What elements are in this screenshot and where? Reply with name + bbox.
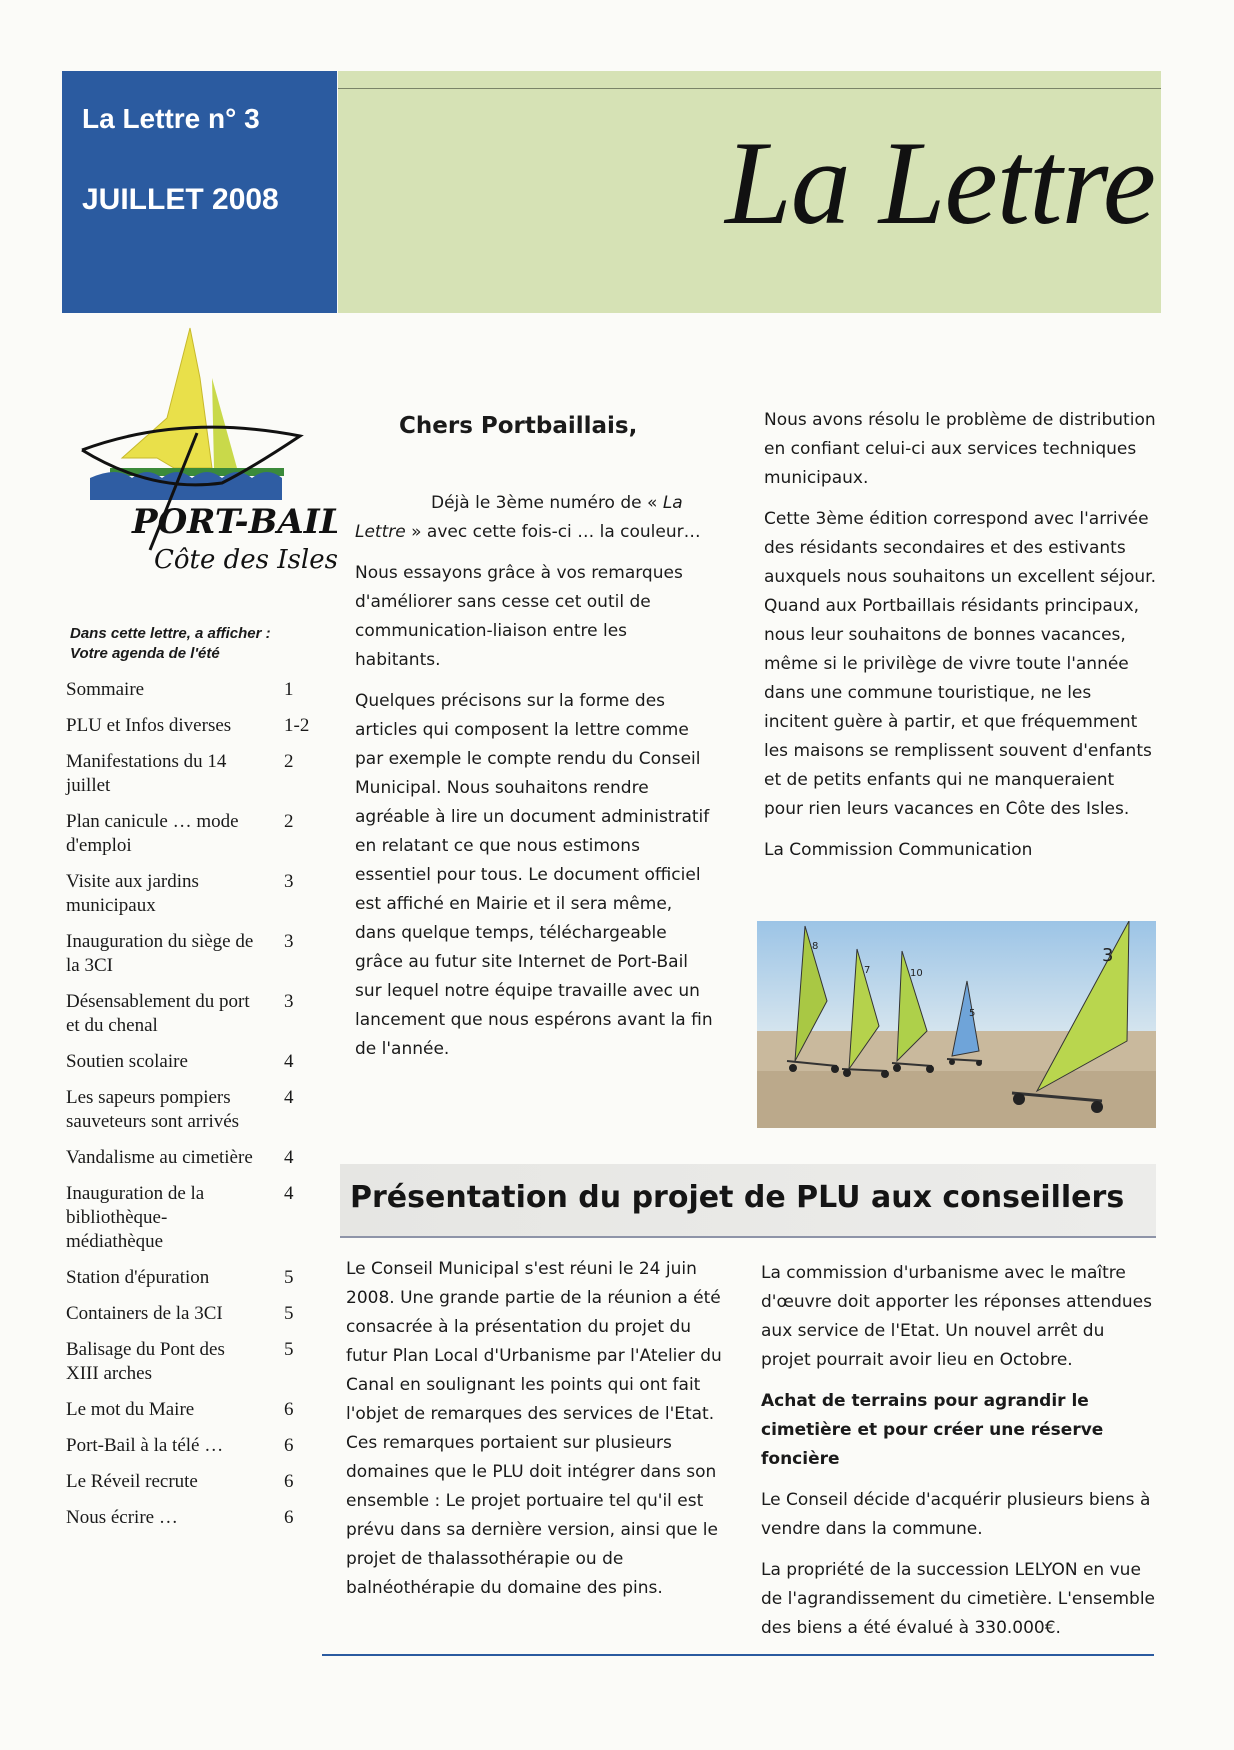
toc-item: Plan canicule … mode d'emploi 2: [66, 811, 294, 856]
toc-item: Le Réveil recrute 6: [66, 1471, 294, 1492]
masthead-issue-box: [62, 71, 337, 313]
editorial-paragraph: Quelques précisons sur la forme des articles qui composent la lettre comme par exemple le compte rendu du Conseil Municipal. Nous souhaitons rendre agréable à lire un document administratif en relatant ce que nous estimons essentiel pour tous. Le document officiel est affiché en Mairie et il sera même, dans quelque temps, téléchargeable grâce au futur site Internet de Port-Bail sur lequel notre équipe travaille avec un lancement que nous espérons avant la fin de l'année.: [355, 691, 713, 1059]
section-paragraph: La commission d'urbanisme avec le maître d'œuvre doit apporter les réponses attendues aux service de l'Etat. Un nouvel arrêt du projet pourrait avoir lieu en Octobre.: [761, 1263, 1152, 1370]
toc-item: Port-Bail à la télé … 6: [66, 1435, 294, 1456]
tagline-line-1: Dans cette lettre, a afficher :: [70, 625, 271, 642]
toc-item: Inauguration du siège de la 3CI 3: [66, 931, 294, 976]
masthead-rule: [338, 88, 1161, 89]
toc-item: Inauguration de la bibliothèque-médiathèque 4: [66, 1183, 294, 1252]
masthead-title-box: [338, 71, 1161, 313]
section-column-left: [346, 1255, 730, 1615]
editorial-signature: La Commission Communication: [764, 840, 1033, 860]
editorial-column-left: [355, 412, 715, 1076]
toc-item: Balisage du Pont des XIII arches 5: [66, 1339, 294, 1384]
sail-number: 10: [910, 968, 923, 979]
toc-item: Sommaire 1: [66, 679, 294, 700]
editorial-paragraph: Cette 3ème édition correspond avec l'arrivée des résidants secondaires et des estivants auxquels nous souhaitons un excellent séjour. Quand aux Portbaillais résidants principaux, nous leur souhaitons de bonnes vacances, même si le privilège de vivre toute l'année dans une commune touristique, ne les incitent guère à partir, et que fréquemment les maisons se remplissent souvent d'enfants et de petits enfants qui ne manqueraient pour rien leurs vacances en Côte des Isles.: [764, 509, 1156, 819]
editorial-paragraph: Nous essayons grâce à vos remarques d'améliorer sans cesse cet outil de communication-liaison entre les habitants.: [355, 563, 683, 670]
editorial-greeting: Chers Portbaillais,: [399, 413, 638, 439]
toc-item: Station d'épuration 5: [66, 1267, 294, 1288]
toc-item: Vandalisme au cimetière 4: [66, 1147, 294, 1168]
sail-number: 7: [864, 965, 871, 976]
toc-item: Soutien scolaire 4: [66, 1051, 294, 1072]
issue-date: JUILLET 2008: [82, 183, 279, 216]
section-column-right: [761, 1259, 1156, 1655]
section-paragraph: La propriété de la succession LELYON en vue de l'agrandissement du cimetière. L'ensemble des biens a été évalué à 330.000€.: [761, 1560, 1156, 1638]
editorial-paragraph: Déjà le 3ème numéro de « La Lettre » avec cette fois-ci … la couleur…: [355, 493, 701, 542]
sidebar-tagline: [70, 624, 340, 664]
sand-yachting-photo: [757, 921, 1156, 1128]
logo-subtitle: Côte des Isles: [154, 545, 337, 575]
editorial-paragraph: Nous avons résolu le problème de distribution en confiant celui-ci aux services techniques municipaux.: [764, 410, 1156, 488]
issue-number: La Lettre n° 3: [82, 103, 260, 134]
sail-number: 3: [1102, 945, 1114, 966]
logo-name: PORT-BAIL: [132, 502, 337, 542]
section-subheading: Achat de terrains pour agrandir le cimetière et pour créer une réserve foncière: [761, 1391, 1104, 1469]
tagline-line-2: Votre agenda de l'été: [70, 645, 220, 662]
toc-item: Manifestations du 14 juillet 2: [66, 751, 294, 796]
footer-rule: [322, 1654, 1154, 1656]
toc-item: Nous écrire … 6: [66, 1507, 294, 1528]
section-header-band: [340, 1164, 1156, 1238]
toc-item: Le mot du Maire 6: [66, 1399, 294, 1420]
editorial-column-right: [764, 406, 1156, 877]
port-bail-logo: [62, 318, 337, 608]
sail-number: 8: [812, 941, 819, 952]
toc-item: PLU et Infos diverses 1-2: [66, 715, 310, 736]
table-of-contents: [66, 678, 324, 1542]
section-heading: Présentation du projet de PLU aux conseillers: [350, 1180, 1125, 1215]
toc-item: Désensablement du port et du chenal 3: [66, 991, 294, 1036]
section-paragraph: Le Conseil décide d'acquérir plusieurs biens à vendre dans la commune.: [761, 1490, 1151, 1539]
toc-item: Containers de la 3CI 5: [66, 1303, 294, 1324]
sail-number: 5: [969, 1008, 976, 1019]
section-paragraph: Le Conseil Municipal s'est réuni le 24 juin 2008. Une grande partie de la réunion a été consacrée à la présentation du projet du futur Plan Local d'Urbanisme par l'Atelier du Canal en soulignant les points qui ont fait l'objet de remarques des services de l'Etat. Ces remarques portaient sur plusieurs domaines que le PLU doit intégrer dans son ensemble : Le projet portuaire tel qu'il est prévu dans sa dernière version, ainsi que le projet de thalassothérapie ou de balnéothérapie du domaine des pins.: [346, 1259, 722, 1598]
toc-item: Les sapeurs pompiers sauveteurs sont arrivés 4: [66, 1087, 294, 1132]
newsletter-title: La Lettre: [725, 116, 1155, 249]
toc-item: Visite aux jardins municipaux 3: [66, 871, 294, 916]
